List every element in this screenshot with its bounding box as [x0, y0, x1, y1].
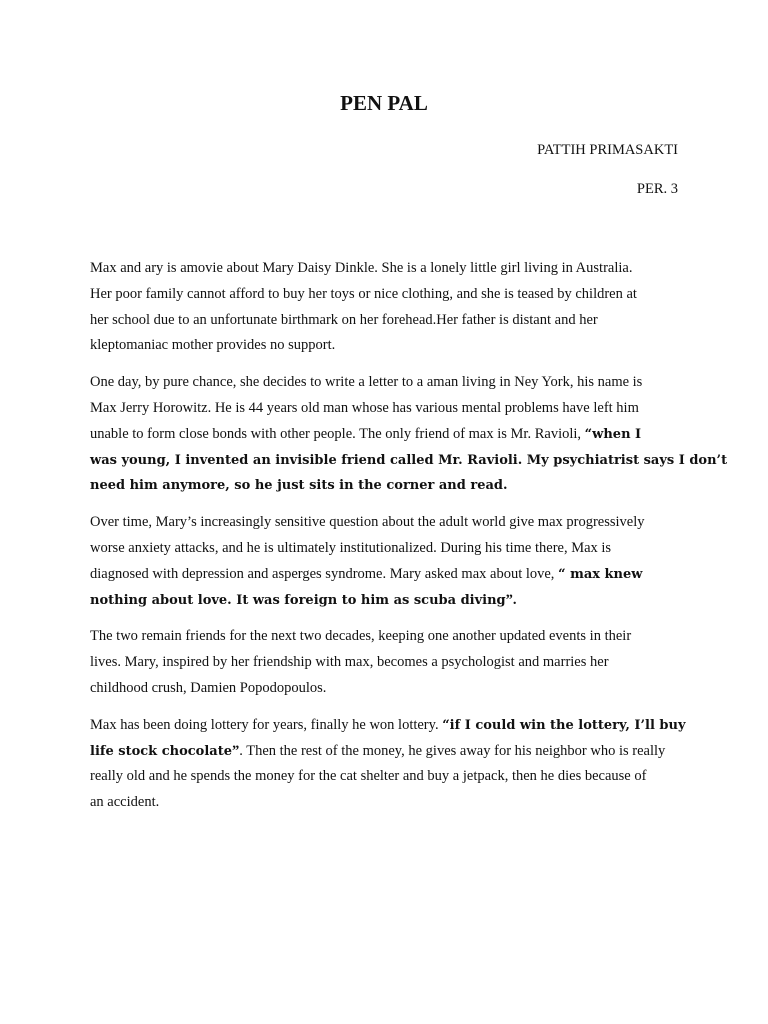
text-line: lives. Mary, inspired by her friendship with max, becomes a psychologist and marries her	[90, 654, 609, 671]
quote-text: “if I could win the lottery, I’ll buy	[442, 717, 686, 733]
quote-text: nothing about love. It was foreign to him as scuba diving	[90, 592, 506, 608]
text-line: One day, by pure chance, she decides to write a letter to a aman living in Ney York, his name is	[90, 374, 643, 391]
quote-end: ”.	[505, 591, 517, 608]
text-line: really old and he spends the money for the cat shelter and buy a jetpack, then he dies because of	[90, 768, 647, 785]
quote-text: “when I	[584, 426, 642, 442]
text-line: The two remain friends for the next two decades, keeping one another updated events in their	[90, 628, 632, 645]
quote-text: was young, I invented an invisible friend called Mr. Ravioli. My psychiatrist says I don’t	[90, 452, 728, 468]
text-line: an accident.	[90, 794, 160, 811]
text-line	[90, 422, 680, 448]
text-line	[90, 713, 686, 739]
quote-text: life stock chocolate	[90, 743, 232, 759]
text-segment: unable to form close bonds with other people. The only friend of max is Mr. Ravioli,	[90, 425, 585, 442]
paragraph-1	[90, 256, 680, 359]
text-line: Max Jerry Horowitz. He is 44 years old man whose has various mental problems have left him	[90, 399, 639, 416]
quote-end: ”	[231, 742, 240, 759]
paragraph-5	[90, 713, 686, 816]
quote-text: need him anymore, so he just sits in the corner and read.	[90, 478, 508, 494]
paragraph-4	[90, 624, 680, 701]
text-line	[90, 562, 680, 588]
text-segment: Max has been doing lottery for years, finally he won lottery.	[90, 716, 443, 733]
document-body	[90, 256, 728, 827]
text-line: Her poor family cannot afford to buy her toys or nice clothing, and she is teased by children at	[90, 285, 637, 302]
text-line: her school due to an unfortunate birthmark on her forehead.Her father is distant and her	[90, 311, 598, 328]
document-title: PEN PAL	[340, 91, 428, 115]
text-line: kleptomaniac mother provides no support.	[90, 337, 336, 354]
text-line: Over time, Mary’s increasingly sensitive question about the adult world give max progressively	[90, 514, 645, 531]
text-line: childhood crush, Damien Popodopoulos.	[90, 679, 327, 696]
paragraph-2	[90, 370, 728, 499]
paragraph-3	[90, 510, 680, 613]
class-period: PER. 3	[636, 181, 678, 197]
author-name: PATTIH PRIMASAKTI	[537, 142, 678, 158]
quote-text: “ max knew	[558, 566, 643, 582]
text-segment: diagnosed with depression and asperges syndrome. Mary asked max about love,	[90, 565, 559, 582]
text-segment: . Then the rest of the money, he gives away for his neighbor who is really	[239, 742, 666, 759]
text-line: worse anxiety attacks, and he is ultimately institutionalized. During his time there, Max is	[90, 539, 612, 556]
text-line: Max and ary is amovie about Mary Daisy Dinkle. She is a lonely little girl living in Australia.	[90, 260, 633, 276]
text-line	[90, 588, 680, 614]
text-line	[90, 739, 680, 765]
